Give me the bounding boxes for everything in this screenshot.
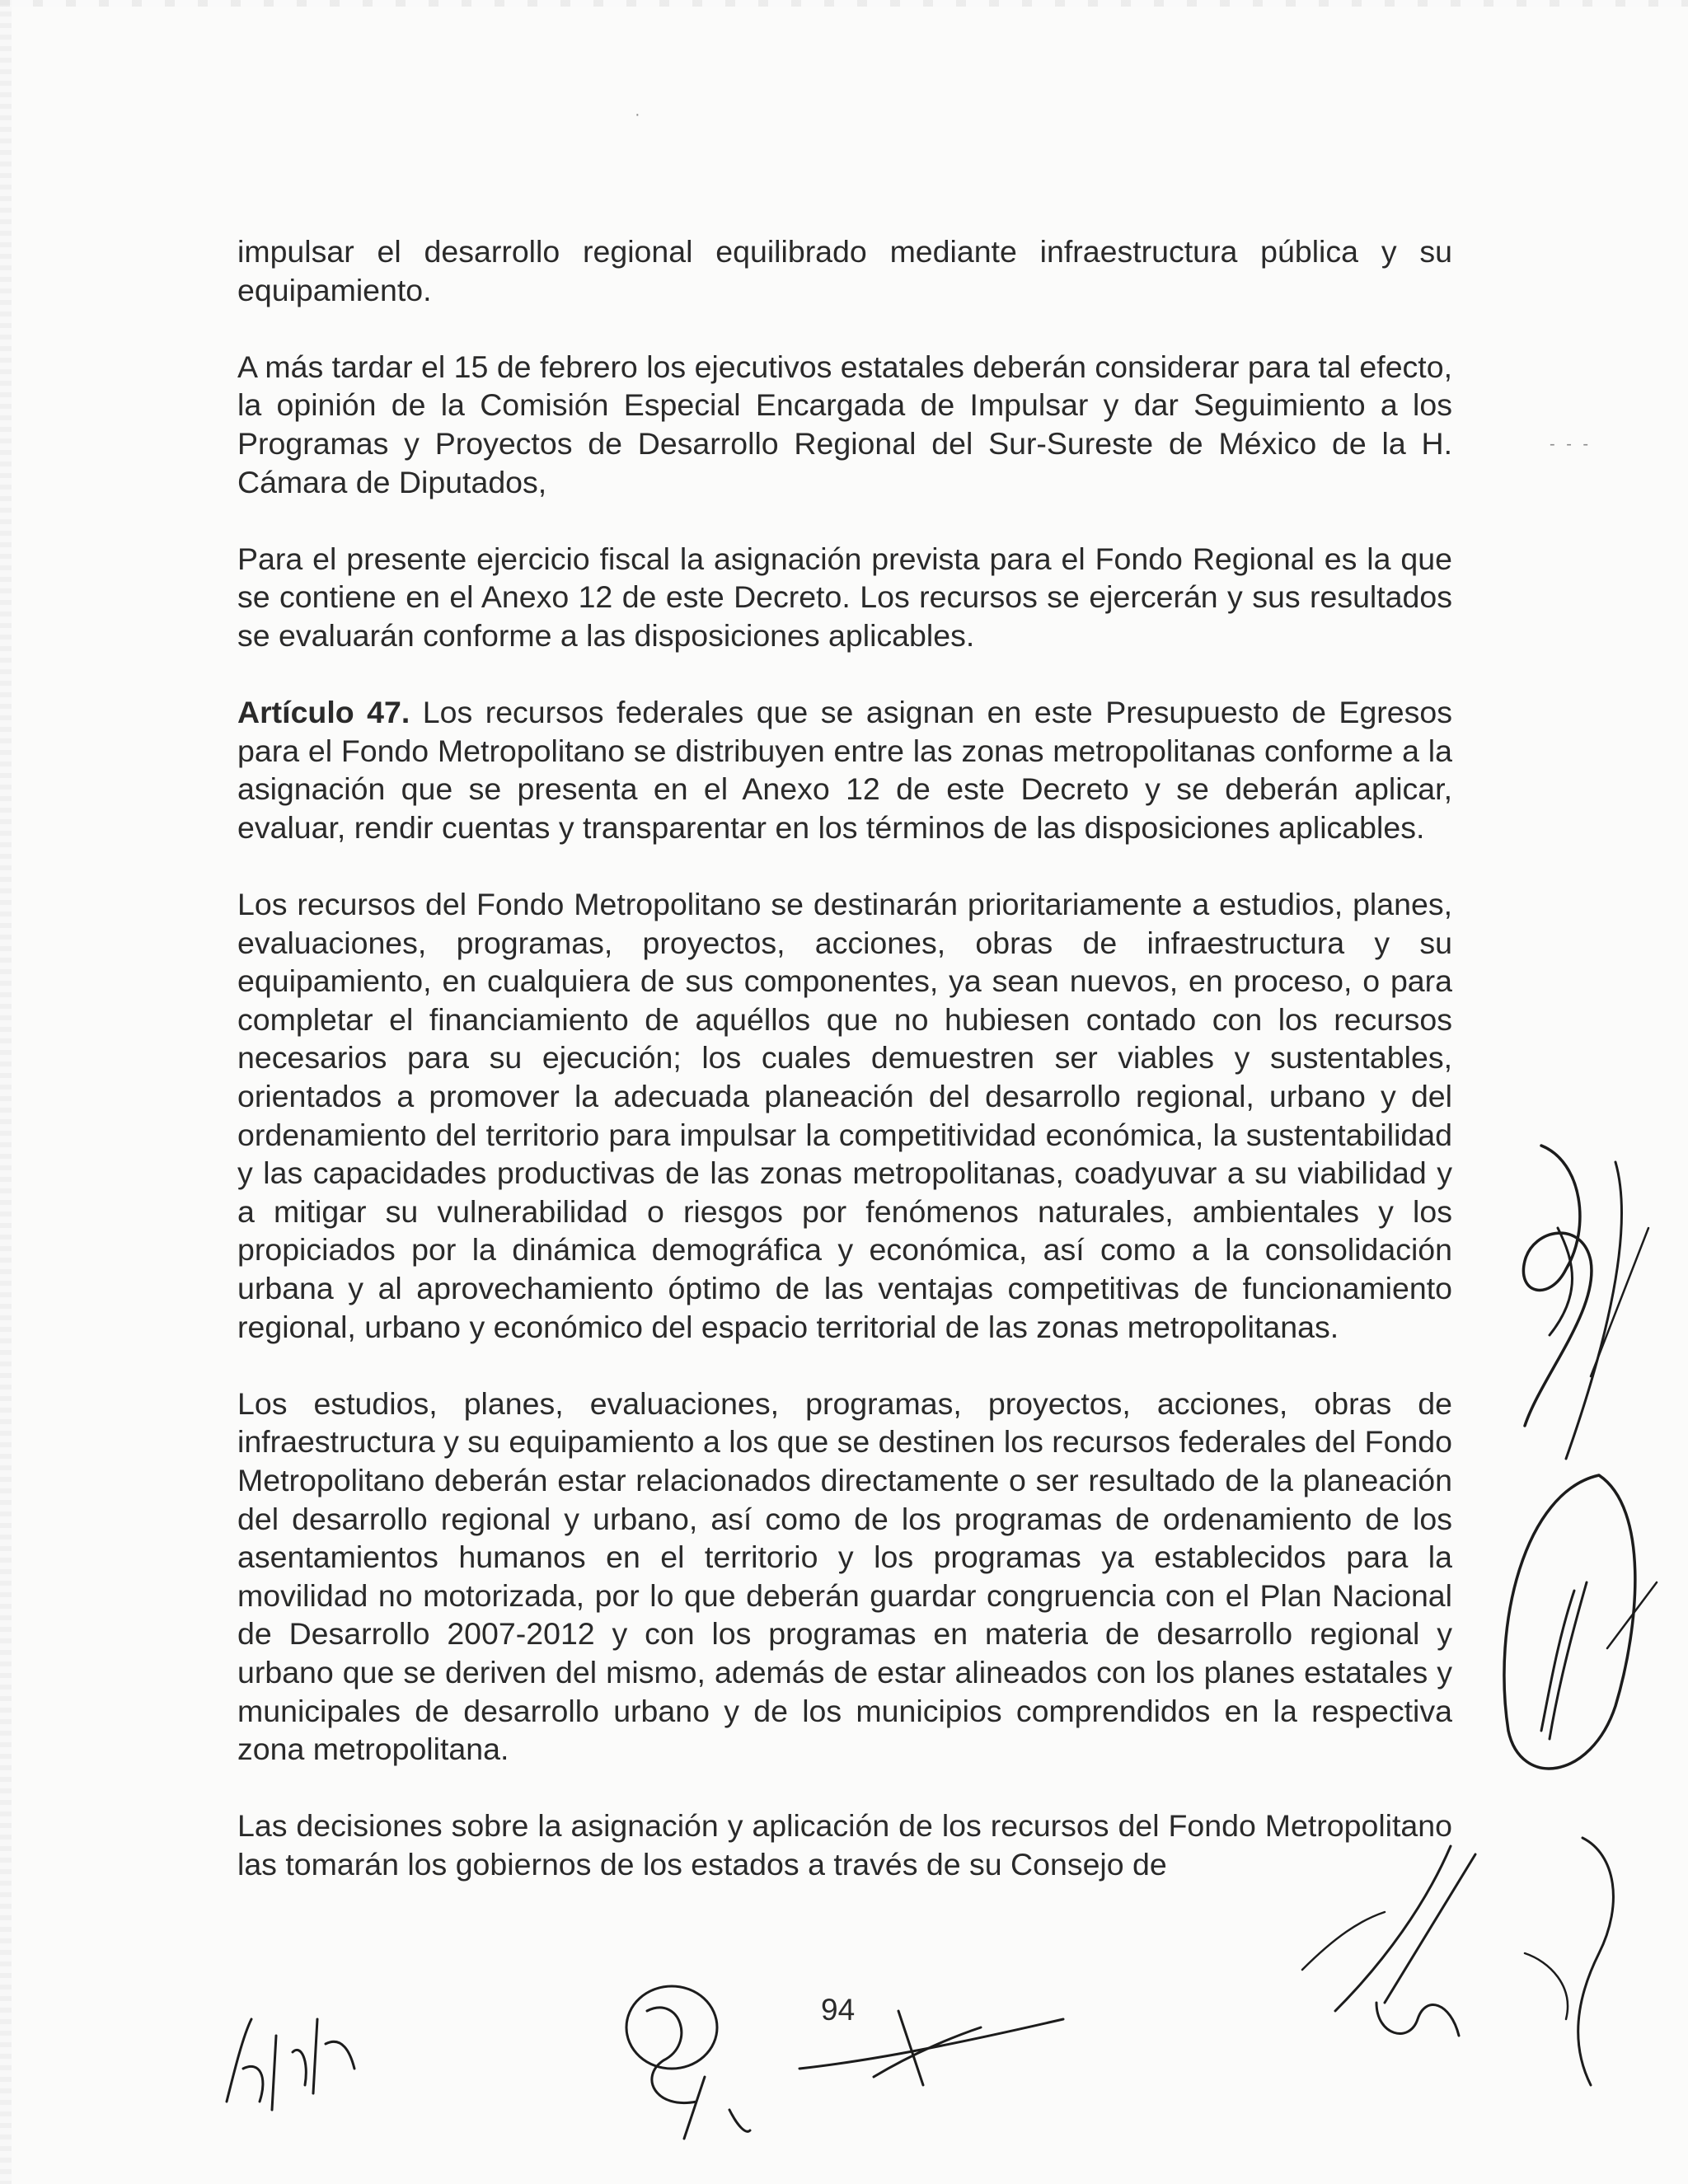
scan-edge-left <box>0 0 12 2184</box>
paragraph: Las decisiones sobre la asignación y aplicación de los recursos del Fondo Metropolitano las tomarán los gobiernos de los estados a través de su Consejo de <box>237 1808 1452 1882</box>
article-label: Artículo 47. <box>237 695 410 730</box>
scan-edge-top <box>0 0 1688 7</box>
signature-right-upper <box>1492 1129 1673 1475</box>
signature-bottom-mark <box>791 2003 1071 2093</box>
signature-bottom-center <box>606 1961 762 2151</box>
paragraph: impulsar el desarrollo regional equilibrado mediante infraestructura pública y su equipamiento. <box>237 234 1452 307</box>
paragraph: Los estudios, planes, evaluaciones, programas, proyectos, acciones, obras de infraestructura y su equipamiento a los que se destinen los recursos federales del Fondo Metropolitano deberán estar relacionados directamente o ser resultado de la planeación del desarrollo regional y urbano, así como de los programas de ordenamiento de los asentamientos humanos en el territorio y los programas ya establecidos para la movilidad no motorizada, por lo que deberán guardar congruencia con el Plan Nacional de Desarrollo 2007-2012 y con los programas en materia de desarrollo regional y urbano que se deriven del mismo, además de estar alineados con los planes estatales y municipales de desarrollo urbano y de los municipios comprendidos en la respectiva zona metropolitana. <box>237 1385 1452 1767</box>
article-47-paragraph <box>237 693 1452 846</box>
paragraph: Los recursos del Fondo Metropolitano se destinarán prioritariamente a estudios, planes, evaluaciones, programas, proyectos, acciones, obras de infraestructura y su equipamiento, en cualquiera de sus componentes, ya sean nuevos, en proceso, o para completar el financiamiento de aquéllos que no hubiesen contado con los recursos necesarios para su ejecución; los cuales demuestren ser viables y sustentables, orientados a promover la adecuada planeación del desarrollo regional, urbano y del ordenamiento del territorio para impulsar la competitividad económica, la sustentabilidad y las capacidades productivas de las zonas metropolitanas, coadyuvar a su viabilidad y a mitigar su vulnerabilidad o riesgos por fenómenos naturales, ambientales y los propiciados por la dinámica demográfica y económica, así como a la consolidación urbana y al aprovechamiento óptimo de las ventajas competitivas de funcionamiento regional, urbano y económico del espacio territorial de las zonas metropolitanas. <box>237 887 1452 1344</box>
signature-right-oval <box>1475 1459 1673 1805</box>
signature-bottom-far-right <box>1508 1821 1657 2118</box>
document-body <box>237 232 1452 1884</box>
scan-speck: - - - <box>1550 435 1592 453</box>
paragraph: Para el presente ejercicio fiscal la asignación prevista para el Fondo Regional es la que se contiene en el Anexo 12 de este Decreto. Los recursos se ejercerán y sus resultados se evaluarán conforme a las disposiciones aplicables. <box>237 541 1452 653</box>
page-number: 94 <box>821 1993 856 2027</box>
initials-bottom-left <box>210 2003 375 2126</box>
paragraph: A más tardar el 15 de febrero los ejecutivos estatales deberán considerar para tal efecto, la opinión de la Comisión Especial Encargada de Impulsar y dar Seguimiento a los Programas y Proyectos de Desarrollo Regional del Sur-Sureste de México de la H. Cámara de Diputados, <box>237 349 1452 499</box>
signature-bottom-right <box>1286 1838 1500 2060</box>
article-text: Los recursos federales que se asignan en este Presupuesto de Egresos para el Fondo Metropolitano se distribuyen entre las zonas metropolitanas conforme a la asignación que se presenta en el Anexo 12 de este Decreto y se deberán aplicar, evaluar, rendir cuentas y transparentar en los términos de las disposiciones aplicables. <box>237 695 1453 845</box>
scan-speck: · <box>635 105 640 124</box>
